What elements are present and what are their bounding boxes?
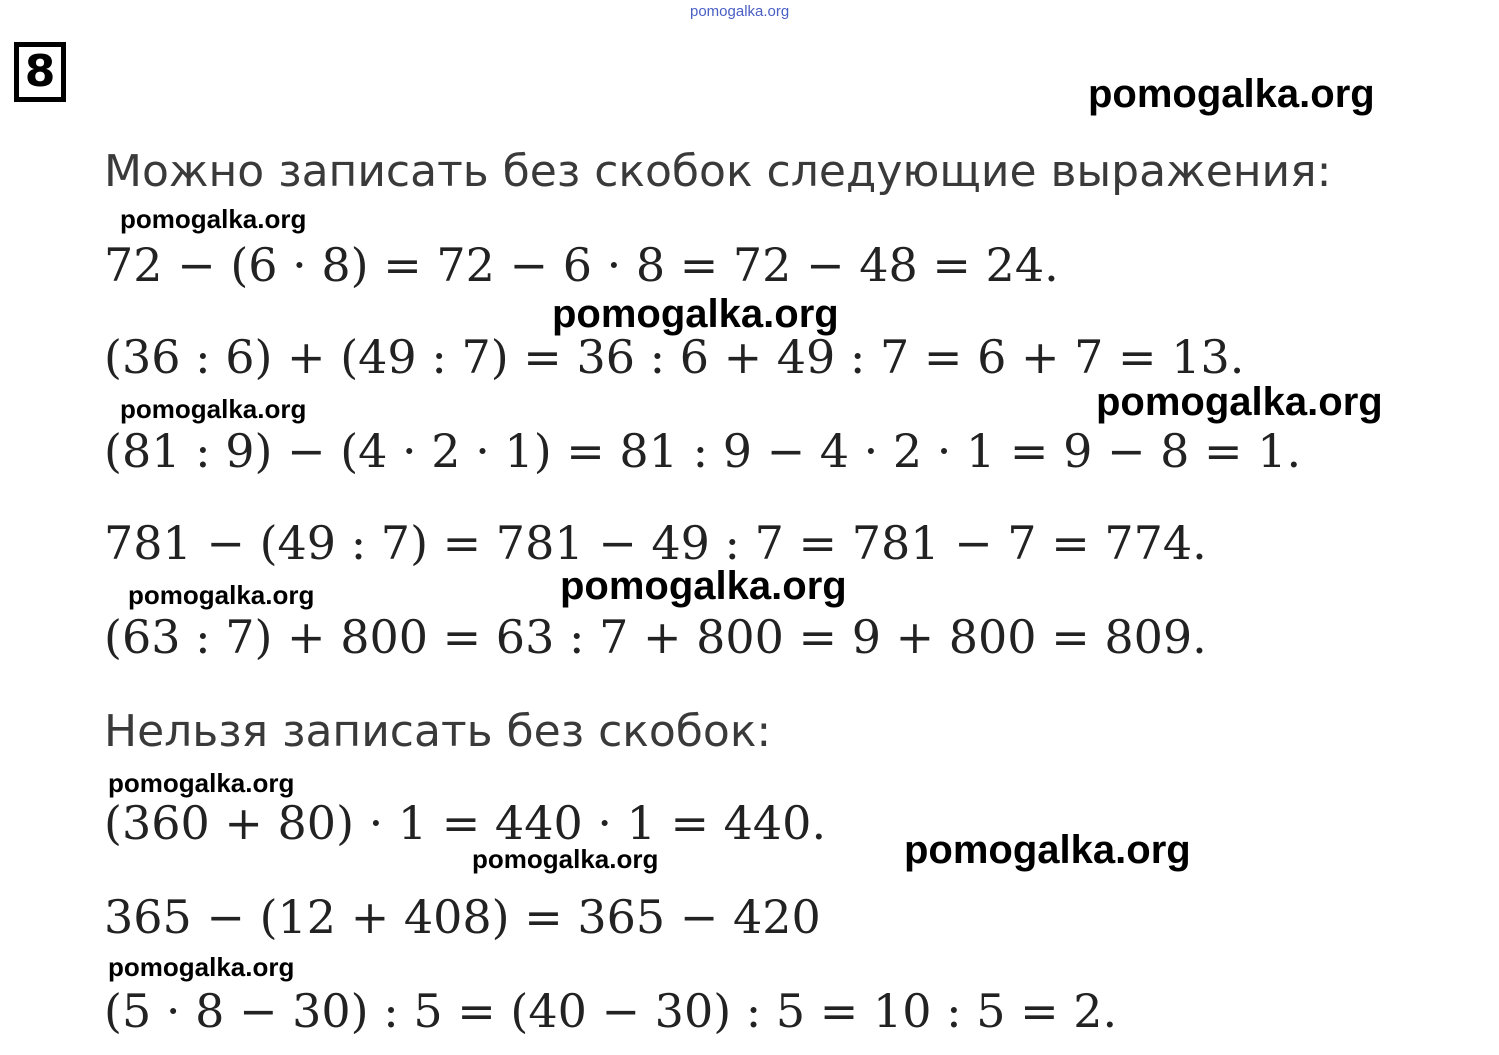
watermark: pomogalka.org xyxy=(560,564,847,608)
equation-line-6: (360 + 80) · 1 = 440 · 1 = 440. xyxy=(104,796,827,850)
watermark: pomogalka.org xyxy=(472,844,659,874)
equation-line-5: (63 : 7) + 800 = 63 : 7 + 800 = 9 + 800 = 809. xyxy=(104,610,1207,664)
watermark: pomogalka.org xyxy=(1088,72,1375,116)
heading-cannot-without-brackets: Нельзя записать без скобок: xyxy=(104,706,772,757)
watermark: pomogalka.org xyxy=(904,828,1191,872)
equation-line-7: 365 − (12 + 408) = 365 − 420 xyxy=(104,890,821,944)
equation-line-1: 72 − (6 · 8) = 72 − 6 · 8 = 72 − 48 = 24. xyxy=(104,238,1059,292)
equation-line-4: 781 − (49 : 7) = 781 − 49 : 7 = 781 − 7 = 774. xyxy=(104,516,1207,570)
watermark: pomogalka.org xyxy=(108,768,295,798)
watermark-top: pomogalka.org xyxy=(690,3,790,20)
watermark: pomogalka.org xyxy=(552,292,839,336)
equation-line-2: (36 : 6) + (49 : 7) = 36 : 6 + 49 : 7 = 6 + 7 = 13. xyxy=(104,330,1245,384)
equation-line-8: (5 · 8 − 30) : 5 = (40 − 30) : 5 = 10 : 5 = 2. xyxy=(104,984,1118,1038)
watermark: pomogalka.org xyxy=(120,204,307,234)
heading-can-without-brackets: Можно записать без скобок следующие выражения: xyxy=(104,146,1332,197)
task-number-box: 8 xyxy=(14,42,66,102)
watermark: pomogalka.org xyxy=(1096,380,1383,424)
watermark: pomogalka.org xyxy=(108,952,295,982)
equation-line-3: (81 : 9) − (4 · 2 · 1) = 81 : 9 − 4 · 2 · 1 = 9 − 8 = 1. xyxy=(104,424,1302,478)
watermark: pomogalka.org xyxy=(120,394,307,424)
watermark: pomogalka.org xyxy=(128,580,315,610)
